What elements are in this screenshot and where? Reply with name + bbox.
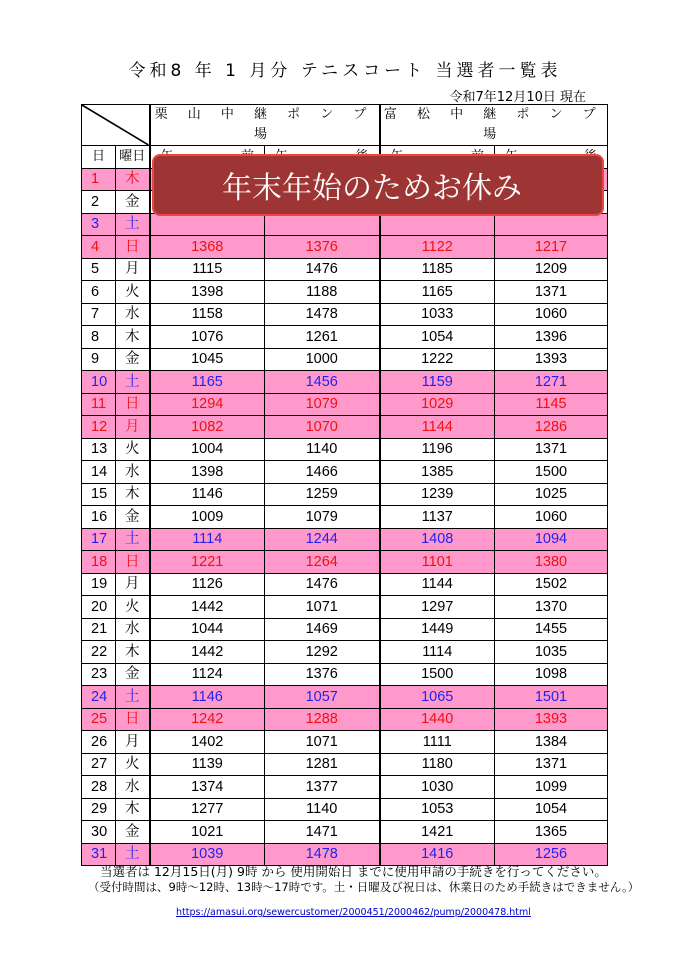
application-note: 当選者は 12月15日(月) 9時 から 使用開始日 までに使用申請の手続きを行ってください。 <box>100 864 607 879</box>
weekday-cell: 月 <box>116 416 150 439</box>
tomatsu-pm-cell: 1370 <box>495 596 608 619</box>
tomatsu-am-cell: 1500 <box>380 663 495 686</box>
tomatsu-am-cell: 1144 <box>380 416 495 439</box>
tomatsu-pm-cell: 1502 <box>495 573 608 596</box>
kuriyama-pm-cell: 1476 <box>265 573 380 596</box>
tomatsu-pm-cell: 1500 <box>495 461 608 484</box>
tomatsu-am-cell: 1421 <box>380 821 495 844</box>
weekday-cell: 日 <box>116 236 150 259</box>
weekday-cell: 土 <box>116 843 150 866</box>
tomatsu-am-cell: 1111 <box>380 731 495 754</box>
day-cell: 9 <box>82 348 116 371</box>
day-cell: 7 <box>82 303 116 326</box>
weekday-cell: 水 <box>116 303 150 326</box>
table-row <box>82 393 608 416</box>
tomatsu-pm-cell: 1060 <box>495 303 608 326</box>
day-cell: 13 <box>82 438 116 461</box>
kuriyama-pm-cell: 1288 <box>265 708 380 731</box>
day-cell: 8 <box>82 326 116 349</box>
day-cell: 27 <box>82 753 116 776</box>
kuriyama-pm-cell <box>265 213 380 236</box>
tomatsu-pm-cell: 1025 <box>495 483 608 506</box>
tomatsu-am-cell: 1137 <box>380 506 495 529</box>
day-cell: 23 <box>82 663 116 686</box>
kuriyama-pm-cell: 1140 <box>265 438 380 461</box>
weekday-cell: 月 <box>116 573 150 596</box>
weekday-cell: 水 <box>116 618 150 641</box>
tomatsu-pm-cell: 1396 <box>495 326 608 349</box>
weekday-cell: 火 <box>116 438 150 461</box>
kuriyama-pm-cell: 1000 <box>265 348 380 371</box>
tomatsu-pm-cell: 1209 <box>495 258 608 281</box>
weekday-cell: 木 <box>116 483 150 506</box>
kuriyama-am-cell: 1004 <box>150 438 265 461</box>
tomatsu-am-cell: 1159 <box>380 371 495 394</box>
weekday-cell: 木 <box>116 326 150 349</box>
table-row <box>82 528 608 551</box>
kuriyama-pm-cell: 1140 <box>265 798 380 821</box>
table-row <box>82 213 608 236</box>
venue-tomatsu-header: 富 松 中 継 ポ ン プ 場 <box>380 105 608 146</box>
corner-cell <box>82 105 150 146</box>
tomatsu-am-cell: 1029 <box>380 393 495 416</box>
day-cell: 19 <box>82 573 116 596</box>
day-cell: 24 <box>82 686 116 709</box>
kuriyama-pm-cell: 1376 <box>265 663 380 686</box>
table-row <box>82 686 608 709</box>
tomatsu-am-cell: 1122 <box>380 236 495 259</box>
table-row <box>82 326 608 349</box>
tomatsu-pm-cell: 1060 <box>495 506 608 529</box>
table-row <box>82 281 608 304</box>
kuriyama-am-cell: 1039 <box>150 843 265 866</box>
day-cell: 2 <box>82 191 116 214</box>
weekday-cell: 火 <box>116 281 150 304</box>
day-cell: 4 <box>82 236 116 259</box>
kuriyama-am-cell: 1277 <box>150 798 265 821</box>
table-row <box>82 573 608 596</box>
weekday-cell: 金 <box>116 663 150 686</box>
weekday-cell: 日 <box>116 708 150 731</box>
tomatsu-am-cell <box>380 213 495 236</box>
tomatsu-am-cell: 1297 <box>380 596 495 619</box>
weekday-cell: 木 <box>116 168 150 191</box>
weekday-cell: 土 <box>116 686 150 709</box>
table-row <box>82 506 608 529</box>
tomatsu-pm-cell: 1455 <box>495 618 608 641</box>
day-cell: 10 <box>82 371 116 394</box>
table-row <box>82 416 608 439</box>
day-cell: 26 <box>82 731 116 754</box>
kuriyama-am-cell: 1114 <box>150 528 265 551</box>
tomatsu-am-cell: 1196 <box>380 438 495 461</box>
table-row <box>82 303 608 326</box>
tomatsu-pm-cell: 1035 <box>495 641 608 664</box>
weekday-cell: 木 <box>116 641 150 664</box>
tomatsu-am-cell: 1408 <box>380 528 495 551</box>
tomatsu-am-cell: 1440 <box>380 708 495 731</box>
kuriyama-pm-cell: 1466 <box>265 461 380 484</box>
tomatsu-pm-cell: 1217 <box>495 236 608 259</box>
kuriyama-pm-cell: 1471 <box>265 821 380 844</box>
tomatsu-pm-cell: 1371 <box>495 281 608 304</box>
table-row <box>82 483 608 506</box>
day-cell: 3 <box>82 213 116 236</box>
day-cell: 22 <box>82 641 116 664</box>
tomatsu-am-cell: 1053 <box>380 798 495 821</box>
source-link[interactable]: https://amasui.org/sewercustomer/2000451/2000462/pump/2000478.html <box>176 907 531 918</box>
kuriyama-pm-cell: 1188 <box>265 281 380 304</box>
tomatsu-am-cell: 1033 <box>380 303 495 326</box>
as-of-date: 令和7年12月10日 現在 <box>449 90 586 105</box>
weekday-cell: 日 <box>116 551 150 574</box>
kuriyama-am-cell: 1442 <box>150 596 265 619</box>
weekday-cell: 土 <box>116 371 150 394</box>
kuriyama-am-cell: 1442 <box>150 641 265 664</box>
tomatsu-am-cell: 1065 <box>380 686 495 709</box>
kuriyama-am-cell: 1165 <box>150 371 265 394</box>
tomatsu-pm-cell: 1371 <box>495 438 608 461</box>
tomatsu-pm-cell <box>495 213 608 236</box>
tomatsu-am-cell: 1239 <box>380 483 495 506</box>
weekday-cell: 金 <box>116 191 150 214</box>
kuriyama-am-cell: 1126 <box>150 573 265 596</box>
tomatsu-pm-cell: 1393 <box>495 348 608 371</box>
tomatsu-am-cell: 1449 <box>380 618 495 641</box>
tomatsu-pm-cell: 1393 <box>495 708 608 731</box>
table-row <box>82 821 608 844</box>
table-row <box>82 258 608 281</box>
kuriyama-am-cell: 1115 <box>150 258 265 281</box>
tomatsu-pm-cell: 1384 <box>495 731 608 754</box>
weekday-cell: 日 <box>116 393 150 416</box>
kuriyama-pm-cell: 1469 <box>265 618 380 641</box>
kuriyama-am-cell: 1398 <box>150 461 265 484</box>
table-row <box>82 618 608 641</box>
tomatsu-pm-cell: 1286 <box>495 416 608 439</box>
kuriyama-pm-cell: 1456 <box>265 371 380 394</box>
kuriyama-pm-cell: 1478 <box>265 303 380 326</box>
day-cell: 21 <box>82 618 116 641</box>
tomatsu-am-cell: 1222 <box>380 348 495 371</box>
table-row <box>82 371 608 394</box>
table-row <box>82 596 608 619</box>
kuriyama-pm-cell: 1079 <box>265 393 380 416</box>
day-cell: 17 <box>82 528 116 551</box>
day-cell: 14 <box>82 461 116 484</box>
kuriyama-pm-cell: 1244 <box>265 528 380 551</box>
weekday-cell: 土 <box>116 213 150 236</box>
day-cell: 20 <box>82 596 116 619</box>
table-row <box>82 461 608 484</box>
table-row <box>82 663 608 686</box>
tomatsu-pm-cell: 1365 <box>495 821 608 844</box>
kuriyama-pm-cell: 1478 <box>265 843 380 866</box>
kuriyama-pm-cell: 1281 <box>265 753 380 776</box>
kuriyama-pm-cell: 1261 <box>265 326 380 349</box>
tomatsu-am-cell: 1165 <box>380 281 495 304</box>
table-row <box>82 731 608 754</box>
day-cell: 28 <box>82 776 116 799</box>
page-title: 令和8 年 1 月分 テニスコート 当選者一覧表 <box>128 61 562 81</box>
tomatsu-am-cell: 1180 <box>380 753 495 776</box>
weekday-column-header: 曜日 <box>116 146 150 169</box>
kuriyama-pm-cell: 1292 <box>265 641 380 664</box>
day-cell: 25 <box>82 708 116 731</box>
day-cell: 11 <box>82 393 116 416</box>
tomatsu-pm-cell: 1094 <box>495 528 608 551</box>
kuriyama-am-cell: 1139 <box>150 753 265 776</box>
kuriyama-pm-cell: 1071 <box>265 596 380 619</box>
tomatsu-pm-cell: 1098 <box>495 663 608 686</box>
day-cell: 12 <box>82 416 116 439</box>
weekday-cell: 金 <box>116 506 150 529</box>
kuriyama-am-cell: 1146 <box>150 483 265 506</box>
venue-kuriyama-header: 栗 山 中 継 ポ ン プ 場 <box>150 105 380 146</box>
tomatsu-pm-cell: 1501 <box>495 686 608 709</box>
weekday-cell: 土 <box>116 528 150 551</box>
table-row <box>82 236 608 259</box>
table-row <box>82 348 608 371</box>
hours-note: （受付時間は、9時～12時、13時～17時です。土・日曜及び祝日は、休業日のため手続きはできません。） <box>88 880 640 894</box>
weekday-cell: 水 <box>116 776 150 799</box>
weekday-cell: 金 <box>116 348 150 371</box>
weekday-cell: 火 <box>116 753 150 776</box>
kuriyama-am-cell: 1021 <box>150 821 265 844</box>
tomatsu-pm-cell: 1380 <box>495 551 608 574</box>
kuriyama-am-cell: 1368 <box>150 236 265 259</box>
weekday-cell: 水 <box>116 461 150 484</box>
tomatsu-pm-cell: 1145 <box>495 393 608 416</box>
kuriyama-pm-cell: 1259 <box>265 483 380 506</box>
kuriyama-pm-cell: 1376 <box>265 236 380 259</box>
kuriyama-pm-cell: 1377 <box>265 776 380 799</box>
tomatsu-am-cell: 1144 <box>380 573 495 596</box>
kuriyama-pm-cell: 1071 <box>265 731 380 754</box>
kuriyama-am-cell: 1146 <box>150 686 265 709</box>
table-row <box>82 798 608 821</box>
kuriyama-am-cell: 1009 <box>150 506 265 529</box>
kuriyama-am-cell: 1076 <box>150 326 265 349</box>
weekday-cell: 木 <box>116 798 150 821</box>
table-row <box>82 438 608 461</box>
day-cell: 31 <box>82 843 116 866</box>
tomatsu-am-cell: 1385 <box>380 461 495 484</box>
kuriyama-am-cell: 1124 <box>150 663 265 686</box>
day-cell: 15 <box>82 483 116 506</box>
kuriyama-am-cell: 1242 <box>150 708 265 731</box>
tomatsu-pm-cell: 1271 <box>495 371 608 394</box>
tomatsu-pm-cell: 1371 <box>495 753 608 776</box>
table-row <box>82 708 608 731</box>
kuriyama-pm-cell: 1476 <box>265 258 380 281</box>
kuriyama-am-cell: 1082 <box>150 416 265 439</box>
kuriyama-am-cell: 1402 <box>150 731 265 754</box>
kuriyama-pm-cell: 1070 <box>265 416 380 439</box>
weekday-cell: 火 <box>116 596 150 619</box>
kuriyama-am-cell: 1398 <box>150 281 265 304</box>
tomatsu-am-cell: 1185 <box>380 258 495 281</box>
day-cell: 16 <box>82 506 116 529</box>
kuriyama-pm-cell: 1079 <box>265 506 380 529</box>
kuriyama-am-cell: 1158 <box>150 303 265 326</box>
day-cell: 1 <box>82 168 116 191</box>
tomatsu-pm-cell: 1256 <box>495 843 608 866</box>
weekday-cell: 金 <box>116 821 150 844</box>
kuriyama-am-cell: 1221 <box>150 551 265 574</box>
kuriyama-am-cell: 1044 <box>150 618 265 641</box>
table-row <box>82 753 608 776</box>
table-row <box>82 641 608 664</box>
tomatsu-am-cell: 1114 <box>380 641 495 664</box>
kuriyama-am-cell: 1045 <box>150 348 265 371</box>
tomatsu-am-cell: 1054 <box>380 326 495 349</box>
closure-banner: 年末年始のためお休み <box>152 154 604 216</box>
day-cell: 30 <box>82 821 116 844</box>
table-row <box>82 776 608 799</box>
kuriyama-pm-cell: 1264 <box>265 551 380 574</box>
day-cell: 6 <box>82 281 116 304</box>
kuriyama-pm-cell: 1057 <box>265 686 380 709</box>
tomatsu-am-cell: 1101 <box>380 551 495 574</box>
lottery-table <box>81 104 608 866</box>
tomatsu-pm-cell: 1099 <box>495 776 608 799</box>
kuriyama-am-cell: 1374 <box>150 776 265 799</box>
tomatsu-am-cell: 1416 <box>380 843 495 866</box>
day-column-header: 日 <box>82 146 116 169</box>
day-cell: 5 <box>82 258 116 281</box>
day-cell: 29 <box>82 798 116 821</box>
day-cell: 18 <box>82 551 116 574</box>
kuriyama-am-cell: 1294 <box>150 393 265 416</box>
tomatsu-am-cell: 1030 <box>380 776 495 799</box>
weekday-cell: 月 <box>116 731 150 754</box>
kuriyama-am-cell <box>150 213 265 236</box>
weekday-cell: 月 <box>116 258 150 281</box>
table-row <box>82 551 608 574</box>
tomatsu-pm-cell: 1054 <box>495 798 608 821</box>
